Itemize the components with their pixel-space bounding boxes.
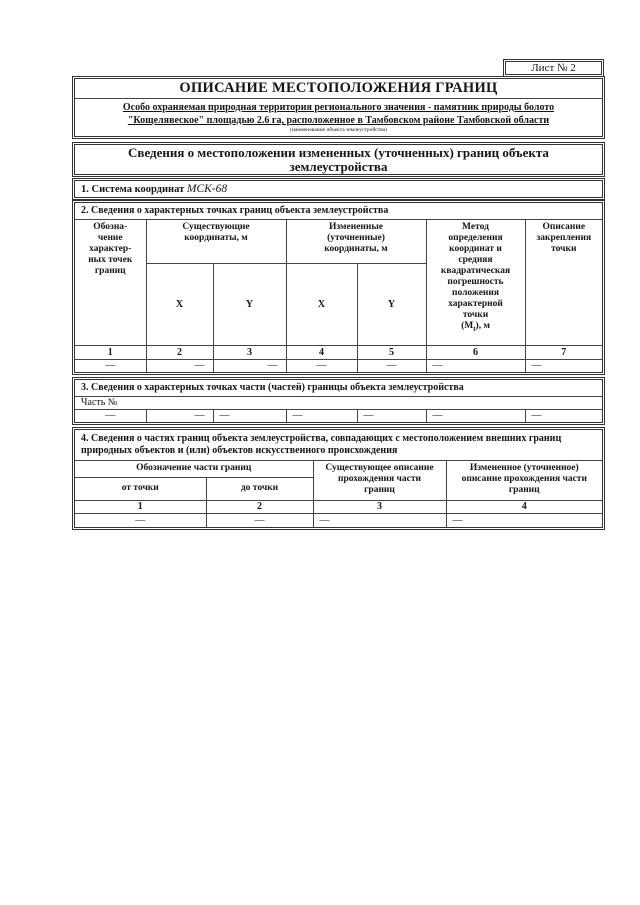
table-cell: — [426,409,525,422]
table-cell: — [357,409,426,422]
section-3-part-boundary-points [72,377,605,425]
object-name-line-2: "Кощелявеское" площадью 2.6 га, расположенное в Тамбовском районе Тамбовской области [127,115,550,126]
column-number: 5 [357,345,426,359]
part-number-label: Часть № [75,396,602,409]
table-cell: — [75,409,146,422]
column-numbers-row [75,345,602,359]
table-cell: — [446,513,602,527]
section-1-coordinate-system [72,178,605,200]
section-4-title-row [75,430,602,460]
title-block [72,76,605,139]
column-number: 1 [75,345,146,359]
part-number-row [75,396,602,409]
table-cell: — [75,513,206,527]
header-row-groups [75,460,602,477]
table-cell: — [426,359,525,372]
section-3-title-row [75,380,602,396]
column-number: 2 [146,345,213,359]
table-cell: — [525,409,602,422]
header-method-m: (M [461,320,474,331]
header-changed-description: Измененное (уточненное) описание прохождения части границ [446,460,602,500]
header-changed-coordinates: Измененные (уточненные) координаты, м [286,219,426,263]
column-number: 4 [286,345,357,359]
natural-boundary-parts-table [75,430,602,527]
object-name-line-1: Особо охраняемая природная территория регионального значения - памятник природы болото [122,102,555,113]
column-number: 4 [446,500,602,513]
table-cell: — [313,513,446,527]
table-cell: — [213,409,286,422]
header-method-unit: ), м [475,320,490,331]
section-4-natural-boundary-parts [72,427,605,530]
table-cell: — [525,359,602,372]
coordinate-system-row [75,181,602,197]
table-cell: — [213,359,286,372]
column-number: 3 [213,345,286,359]
table-cell: — [146,359,213,372]
sheet-number-label: Лист № 2 [503,59,604,77]
table-cell: — [357,359,426,372]
header-method-subscript: t [473,324,476,333]
document-title: ОПИСАНИЕ МЕСТОПОЛОЖЕНИЯ ГРАНИЦ [75,79,602,99]
table-cell: — [206,513,313,527]
header-method-text: Метод определения координат и средняя квадратическая погрешность положения характерной точки [440,221,511,320]
column-number: 1 [75,500,206,513]
section-heading-block [72,142,605,177]
header-existing-description: Существующее описание прохождения части границ [313,460,446,500]
object-name-caption: (наименование объекта землеустройства) [290,127,387,133]
column-number: 3 [313,500,446,513]
table-row [75,409,602,422]
header-part-designation: Обозначение части границ [75,460,313,477]
header-point-fixing: Описание закрепления точки [525,219,602,345]
column-number: 6 [426,345,525,359]
header-existing-x: X [146,263,213,345]
table-cell: — [286,359,357,372]
column-numbers-row [75,500,602,513]
column-number: 7 [525,345,602,359]
section-2-boundary-points [72,200,605,375]
table-cell: — [75,359,146,372]
section-2-title-row [75,203,602,219]
coordinate-system-value: МСК-68 [186,183,228,195]
table-cell: — [146,409,213,422]
section-heading: Сведения о местоположении измененных (уточненных) границ объекта землеустройства [128,145,549,174]
boundary-points-table [75,203,602,372]
header-to-point: до точки [206,477,313,500]
table-row [75,359,602,372]
header-changed-y: Y [357,263,426,345]
section-3-title: 3. Сведения о характерных точках части (частей) границы объекта землеустройства [75,380,602,396]
header-from-point: от точки [75,477,206,500]
header-existing-coordinates: Существующие координаты, м [146,219,286,263]
header-changed-x: X [286,263,357,345]
part-boundary-points-table [75,380,602,422]
header-row-groups [75,219,602,263]
coordinate-system-label: 1. Система координат [81,184,185,195]
header-point-designation: Обозначение характерных точек границ [75,219,146,345]
section-4-title: 4. Сведения о частях границ объекта землеустройства, совпадающих с местоположением внешних границ природных объектов и (или) объектов искусственного происхождения [75,430,602,460]
table-row [75,513,602,527]
header-method [426,219,525,345]
table-cell: — [286,409,357,422]
section-2-title: 2. Сведения о характерных точках границ объекта землеустройства [75,203,602,219]
header-existing-y: Y [213,263,286,345]
column-number: 2 [206,500,313,513]
object-name-block [75,99,602,136]
